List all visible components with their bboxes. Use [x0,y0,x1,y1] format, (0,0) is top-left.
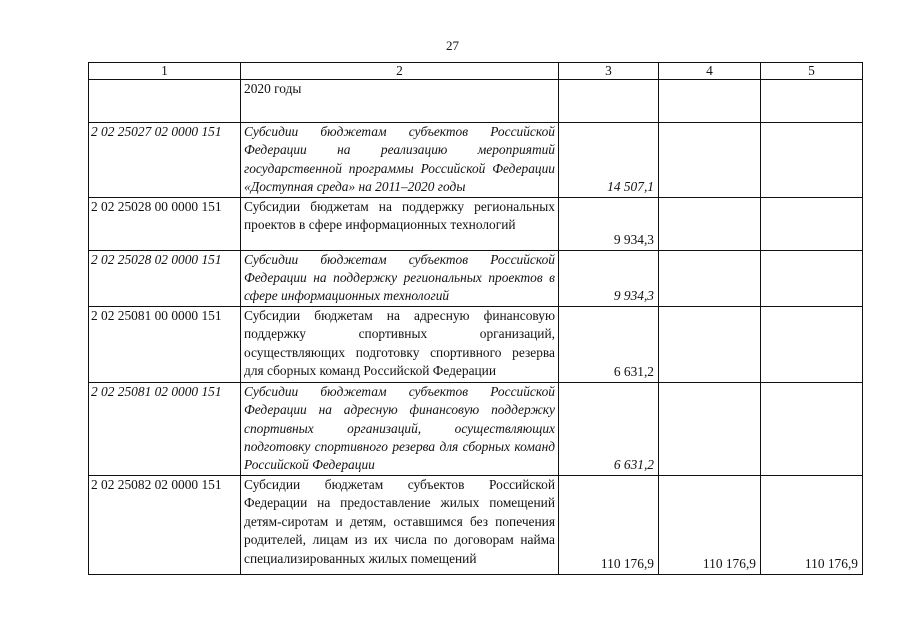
table-row [89,197,863,250]
table-row [89,306,863,382]
amount-col3 [559,80,659,123]
description-cell: Субсидии бюджетам субъектов Российской Федерации на адресную финансовую поддержку спортивных организаций, осуществляющих подготовку спортивного резерва для сборных команд Российской Федерации [241,382,559,475]
amount-col4 [659,80,761,123]
table-row [89,250,863,306]
header-col-5: 5 [761,63,863,80]
header-col-3: 3 [559,63,659,80]
amount-col4 [659,197,761,250]
amount-col3: 110 176,9 [559,475,659,574]
budget-table [88,62,863,575]
amount-col3: 6 631,2 [559,382,659,475]
code-cell: 2 02 25081 02 0000 151 [89,382,241,475]
code-cell: 2 02 25081 00 0000 151 [89,306,241,382]
amount-col4 [659,306,761,382]
code-cell: 2 02 25082 02 0000 151 [89,475,241,574]
amount-col5: 110 176,9 [761,475,863,574]
description-cell: Субсидии бюджетам на адресную финансовую поддержку спортивных организаций, осуществляющих подготовку спортивного резерва для сборных команд Российской Федерации [241,306,559,382]
description-cell: Субсидии бюджетам субъектов Российской Федерации на поддержку региональных проектов в сфере информационных технологий [241,250,559,306]
table-row [89,123,863,198]
amount-col5 [761,306,863,382]
amount-col3: 14 507,1 [559,123,659,198]
page-number: 27 [446,38,459,53]
amount-col5 [761,250,863,306]
code-cell [89,80,241,123]
amount-col3: 9 934,3 [559,197,659,250]
amount-col3: 9 934,3 [559,250,659,306]
header-row [89,63,863,80]
amount-col4 [659,250,761,306]
description-cell: Субсидии бюджетам субъектов Российской Федерации на предоставление жилых помещений детям-сиротам и детям, оставшимся без попечения родителей, лицам из их числа по договорам найма специализированных жилых помещений [241,475,559,574]
amount-col4: 110 176,9 [659,475,761,574]
amount-col4 [659,382,761,475]
code-cell: 2 02 25027 02 0000 151 [89,123,241,198]
code-cell: 2 02 25028 02 0000 151 [89,250,241,306]
amount-col5 [761,80,863,123]
header-col-4: 4 [659,63,761,80]
amount-col4 [659,123,761,198]
amount-col5 [761,382,863,475]
table-row [89,80,863,123]
table-row [89,475,863,574]
header-col-2: 2 [241,63,559,80]
header-col-1: 1 [89,63,241,80]
description-cell: Субсидии бюджетам субъектов Российской Федерации на реализацию мероприятий государственной программы Российской Федерации «Доступная среда» на 2011–2020 годы [241,123,559,198]
amount-col5 [761,197,863,250]
table-row [89,382,863,475]
code-cell: 2 02 25028 00 0000 151 [89,197,241,250]
amount-col5 [761,123,863,198]
amount-col3: 6 631,2 [559,306,659,382]
description-cell: 2020 годы [241,80,559,123]
description-cell: Субсидии бюджетам на поддержку региональных проектов в сфере информационных технологий [241,197,559,250]
